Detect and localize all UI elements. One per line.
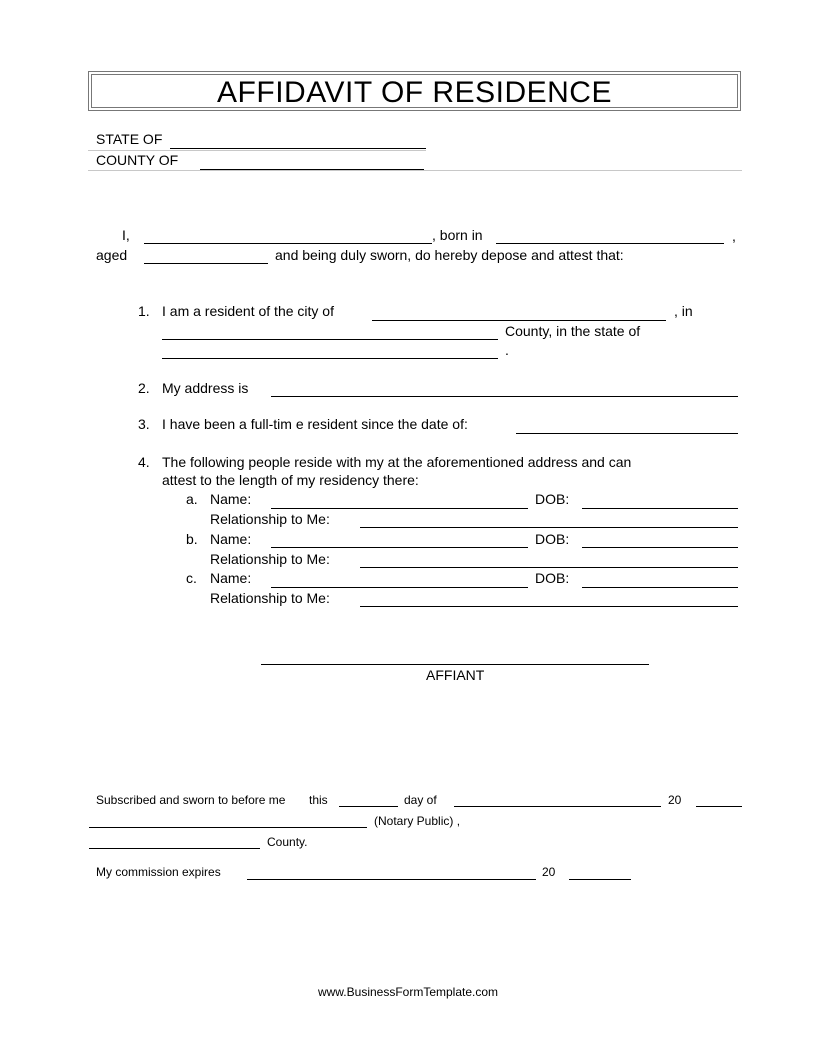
item-1-period: . [505, 342, 509, 358]
day-of-label: day of [404, 793, 437, 807]
sub-c-dob-label: DOB: [535, 570, 570, 586]
sub-b-dob-label: DOB: [535, 531, 570, 547]
page-title: AFFIDAVIT OF RESIDENCE [217, 76, 612, 109]
county-label: COUNTY OF [96, 152, 179, 168]
sub-a-name-label: Name: [210, 491, 252, 507]
sworn-statement: and being duly sworn, do hereby depose and attest that: [275, 247, 624, 263]
county-of-residence-field[interactable] [162, 339, 498, 340]
notary-name-field[interactable] [89, 827, 367, 828]
sub-c-rel-label: Relationship to Me: [210, 590, 330, 606]
commission-year-field[interactable] [569, 879, 631, 880]
sub-c-relationship-field[interactable] [360, 606, 738, 607]
age-field[interactable] [144, 263, 268, 264]
county-divider [88, 170, 742, 171]
commission-year-prefix: 20 [542, 865, 556, 879]
item-3-number: 3. [138, 416, 150, 432]
title-box [88, 71, 741, 111]
sub-c-name-label: Name: [210, 570, 252, 586]
sub-b-name-label: Name: [210, 531, 252, 547]
sub-a-name-field[interactable] [271, 508, 528, 509]
intro-i-label: I, [122, 227, 130, 243]
state-of-residence-field[interactable] [162, 358, 498, 359]
year-prefix: 20 [668, 793, 682, 807]
city-field[interactable] [372, 320, 666, 321]
sub-b-rel-label: Relationship to Me: [210, 551, 330, 567]
sub-b-dob-field[interactable] [582, 547, 738, 548]
address-field[interactable] [271, 396, 738, 397]
item-4-line2: attest to the length of my residency there: [162, 472, 419, 488]
state-field[interactable] [170, 148, 426, 149]
sub-b-relationship-field[interactable] [360, 567, 738, 568]
residence-date-field[interactable] [516, 433, 738, 434]
item-4-number: 4. [138, 454, 150, 470]
month-field[interactable] [454, 806, 661, 807]
sub-c-letter: c. [186, 570, 197, 586]
sub-c-name-field[interactable] [271, 587, 528, 588]
item-2-number: 2. [138, 380, 150, 396]
commission-date-field[interactable] [247, 879, 536, 880]
sub-a-dob-field[interactable] [582, 508, 738, 509]
sub-b-letter: b. [186, 531, 198, 547]
subscribed-label: Subscribed and sworn to before me [96, 793, 286, 807]
county-suffix: County. [267, 835, 308, 849]
commission-label: My commission expires [96, 865, 221, 879]
sub-a-rel-label: Relationship to Me: [210, 511, 330, 527]
state-divider [88, 150, 426, 151]
footer-url[interactable]: www.BusinessFormTemplate.com [317, 985, 499, 999]
day-field[interactable] [339, 806, 398, 807]
aged-label: aged [96, 247, 128, 263]
item-1-in-label: , in [674, 303, 693, 319]
birthplace-field[interactable] [496, 243, 724, 244]
name-field[interactable] [144, 243, 432, 244]
item-4-line1: The following people reside with my at the aforementioned address and can [162, 454, 632, 470]
notary-public-label: (Notary Public) , [374, 814, 461, 828]
notary-county-field[interactable] [89, 848, 260, 849]
this-label: this [309, 793, 328, 807]
item-1-number: 1. [138, 303, 150, 319]
sub-c-dob-field[interactable] [582, 587, 738, 588]
sub-a-letter: a. [186, 491, 198, 507]
item-3-text: I have been a full-tim e resident since the date of: [162, 416, 468, 432]
item-1-county-label: County, in the state of [505, 323, 641, 339]
born-in-label: , born in [432, 227, 483, 243]
item-2-text: My address is [162, 380, 249, 396]
intro-comma: , [732, 228, 736, 244]
affiant-signature-field[interactable] [261, 664, 649, 665]
sub-b-name-field[interactable] [271, 547, 528, 548]
sub-a-dob-label: DOB: [535, 491, 570, 507]
affiant-label: AFFIANT [426, 667, 485, 683]
item-1-text: I am a resident of the city of [162, 303, 334, 319]
year-field[interactable] [696, 806, 742, 807]
state-label: STATE OF [96, 131, 163, 147]
sub-a-relationship-field[interactable] [360, 527, 738, 528]
